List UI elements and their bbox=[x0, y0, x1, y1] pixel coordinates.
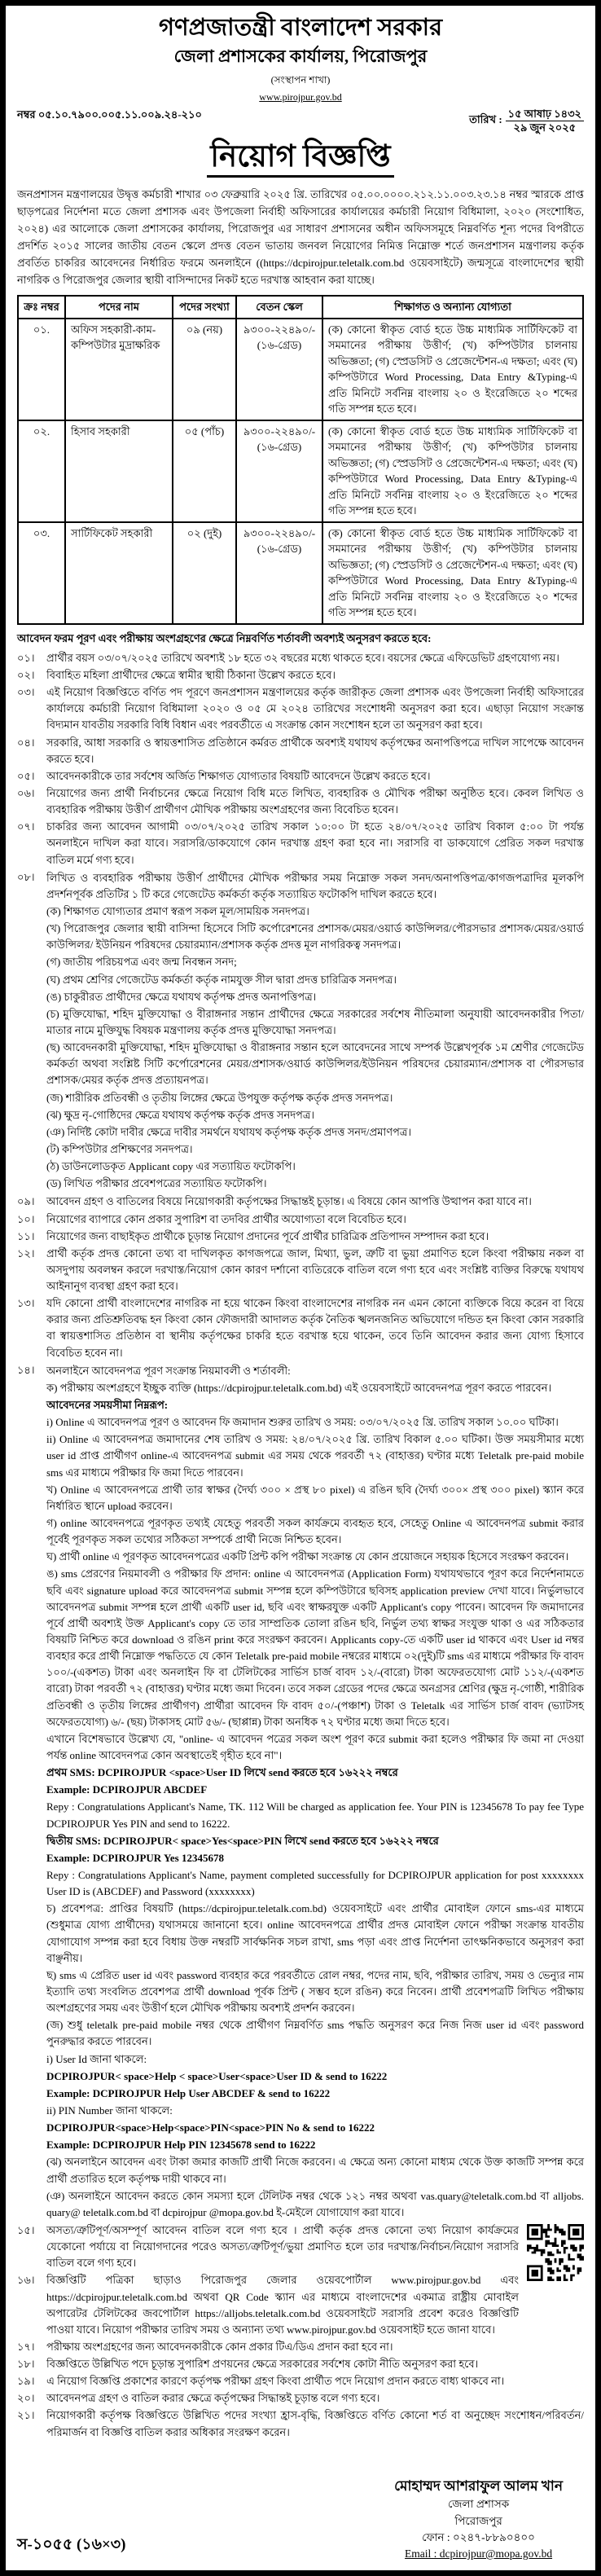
cell-post: হিসাব সহকারী bbox=[65, 420, 173, 522]
item-text: নিয়োগের ব্যাপারে কোন প্রকার সুপারিশ বা তদবির প্রার্থীর অযোগ্যতা বলে বিবেচিত হবে। bbox=[46, 1212, 406, 1225]
cell-qualification: (ক) কোনো স্বীকৃত বোর্ড হতে উচ্চ মাধ্যমিক সার্টিফিকেট বা সমমানের পরীক্ষায় উত্তীর্ণ; (খ) কম্পিউটার চালনায় অভিজ্ঞতা; (গ) স্প্রেডসিট ও প্রেজেন্টেশন-এ দক্ষতা; এবং (ঘ) কম্পিউটারে Word Processing, Data Entry &Typing-এ প্রতি মিনিটে সর্বনিম্ন বাংলায় ২০ ও ইংরেজিতে ২০ শব্দের গতি সম্পন্ন হতে হবে। bbox=[322, 319, 583, 420]
item-14-line: ঘ) প্রার্থী online এ পূরণকৃত আবেদনপত্রের একটি প্রিন্ট কপি পরীক্ষা সংক্রান্ত যে কোন প্রয়োজনে সহায়ক হিসেবে সংরক্ষণ করবেন। bbox=[46, 1550, 569, 1563]
cell-qualification: (ক) কোনো স্বীকৃত বোর্ড হতে উচ্চ মাধ্যমিক সার্টিফিকেট বা সমমানের পরীক্ষায় উত্তীর্ণ; (খ) কম্পিউটার চালনায় অভিজ্ঞতা; (গ) স্প্রেডসিট ও প্রেজেন্টেশন-এ দক্ষতা; এবং (ঘ) কম্পিউটারে Word Processing, Data Entry &Typing-এ প্রতি মিনিটে সর্বনিম্ন বাংলায় ২০ ও ইংরেজিতে ২০ শব্দের গতি সম্পন্ন হতে হবে। bbox=[322, 420, 583, 522]
cell-scale: ৯৩০০-২২৪৯০/- (১৬-গ্রেড) bbox=[236, 420, 322, 522]
qr-code-icon bbox=[527, 2224, 584, 2281]
deadline-heading: আবেদনের সময়সীমা নিম্নরূপ: bbox=[46, 1399, 169, 1412]
item-number: ১৭। bbox=[17, 2340, 35, 2353]
item-8-sub: (ঘ) প্রথম শ্রেণির গেজেটেড কর্মকর্তা কর্তৃক নামযুক্ত সীল দ্বারা প্রদত্ত চারিত্রিক সনদপত্র। bbox=[46, 973, 397, 986]
item-14-line: গ) online আবেদনপত্রে পূরণকৃত তথ্যই যেহেতু পরবর্তী সকল কার্যক্রমে ব্যবহৃত হবে, সেহেতু Online এ আবেদনপত্র submit করার পূর্বেই পূরণকৃত সকল তথ্যের সঠিকতা সম্পর্কে প্রার্থী নিজে নিশ্চিত হবেন। bbox=[46, 1517, 584, 1546]
condition-item bbox=[17, 819, 584, 868]
cell-sl: ০১. bbox=[18, 319, 65, 420]
recover-pin-example: Example: DCPIROJPUR Help PIN 12345678 send to 16222 bbox=[46, 2139, 316, 2152]
item-text: এই নিয়োগ বিজ্ঞপ্তিতে বর্ণিত পদ পূরণে জনপ্রশাসন মন্ত্রণালয়ের কর্তৃক জারীকৃত জেলা প্রশাসক এবং উপজেলা নির্বাহী অফিসারের কার্যালয়ে কর্মচারী নিয়োগ বিধিমালা ২০২০ ও ০৫ মে ২০২৪ তারিখের সংশোধনী অনুসরণ করা হবে। এছাড়া নিয়োগ সংক্রান্ত বিদ্যমান যাবতীয় সরকারি বিধি বিধান এবং পরবর্তীতে এ সংক্রান্ত কোন সংশোধন হলে তা অনুসরণ করা হবে। bbox=[46, 686, 584, 732]
item-number: ০৬। bbox=[17, 786, 35, 799]
fee-warning-note: এখানে বিশেষভাবে উল্লেখ্য যে, "online- এ আবেদন পত্রের সকল অংশ পূরণ করে submit করা হলেও পরীক্ষার ফি জমা না দেওয়া পর্যন্ত online আবেদনপত্র কোন অবস্থাতেই গৃহীত হবে না"। bbox=[46, 1732, 584, 1761]
item-number: ০৯। bbox=[17, 1195, 35, 1208]
cell-count: ০৫ (পাঁচ) bbox=[173, 420, 236, 522]
recover-pin-command: DCPIROJPUR<space>Help<space>PIN<space>PIN No & send to 16222 bbox=[46, 2121, 375, 2134]
item-text: বিজ্ঞপ্তিতে উল্লিখিত পদে চূড়ান্ত সুপারিশ প্রণয়নের ক্ষেত্রে সরকারের সর্বশেষ কোটা নীতি অনুসরণ করা হবে। bbox=[46, 2358, 479, 2371]
item-8-sub: (ঙ) চাকুরীরত প্রার্থীদের ক্ষেত্রে যথাযথ কর্তৃপক্ষ প্রদত্ত অনাপত্তিপত্র। bbox=[46, 990, 317, 1003]
recover-pin-label: ii) PIN Number জানা থাকলে: bbox=[46, 2103, 173, 2117]
item-text: নিয়োগের জন্য প্রার্থী নির্বাচনের ক্ষেত্রে নিয়োগ বিধি মতে লিখিত, ব্যবহারিক ও মৌখিক পরীক্ষা অনুষ্ঠিত হবে। কেবল লিখিত ও ব্যবহারিক পরীক্ষায় উত্তীর্ণ প্রার্থীগণ মৌখিক পরীক্ষায় অংশগ্রহণের জন্য বিবেচিত হবেন। bbox=[46, 786, 584, 816]
condition-item bbox=[17, 2356, 584, 2372]
posts-table bbox=[17, 295, 584, 625]
item-14-line: ঙ) sms প্রেরণের নিয়মাবলী ও পরীক্ষার ফি প্রদান: online এ আবেদনপত্র (Application Form) যথাযথভাবে পূরণ করে নির্দেশনামতে ছবি এবং signature upload করে আবেদনপত্র submit সম্পন্ন হলে কম্পিউটারে ছবিসহ application preview দেখা যাবে। নির্ভুলভাবে আবেদনপত্র submit সম্পন্ন হলে প্রার্থী একটি user id, ছবি এবং স্বাক্ষরযুক্ত একটি Applicant's copy পাবেন। আবেদন ফি জমাদানের পূর্বে প্রার্থী অবশ্যই উক্ত Applicant's copy তে তার সাম্প্রতিক তোলা রঙিন ছবি, নির্ভুল তথ্য স্বাক্ষর সংযুক্ত থাকা ও এর সঠিকতার বিষয়টি নিশ্চিত করে download ও রঙিন print করে সংরক্ষণ করবেন। Applicants copy-তে একটি user id থাকবে এবং User id নম্বর ব্যবহার করে প্রার্থী নিম্নোক্ত পদ্ধতিতে যে কোন Teletalk pre-paid mobile নম্বরের মাধ্যমে ০২(দুই)টি sms এর মাধ্যমে পরীক্ষার ফি বাবদ ১০০/-(একশত) টাকা এবং অনলাইন ফি বা টেলিটকের সার্ভিস চার্জ বাবদ ১২/-(বারো) টাকা অফেরতযোগ্য মোট ১১২/-(একশত বারো) টাকা পরবর্তী ৭২ (বাহাত্তর) ঘণ্টার মধ্যে জমা দিবেন। তবে সকল গ্রেডের পদের ক্ষেত্রে অনগ্রসর শ্রেণির (ক্ষুদ্র নৃ-গোষ্ঠী, শারীরিক প্রতিবন্ধী ও তৃতীয় লিঙ্গের প্রার্থীগণ) প্রার্থীরা আবেদন ফি বাবদ ৫০/-(পঞ্চাশ) টাকা ও Teletalk এর সার্ভিস চার্জ বাবদ (ভ্যাটসহ অফেরতযোগ্য) ৬/- (ছয়) টাকাসহ মোট ৫৬/- (ছাপ্পান্ন) টাকা অনধিক ৭২ ঘণ্টার মধ্যে জমা দিতে হবে। bbox=[46, 1567, 584, 1728]
item-text bbox=[46, 1362, 584, 2222]
item-number: ১১। bbox=[17, 1229, 35, 1242]
header-count: পদের সংখ্যা bbox=[173, 296, 236, 319]
deadline-start: i) Online এ আবেদনপত্র পূরণ ও আবেদন ফি জমাদান শুরুর তারিখ ও সময়: ০৩/০৭/২০২৫ খ্রি. তারিখ সকাল ১০.০০ ঘটিকা। bbox=[46, 1416, 559, 1429]
item-number: ০৩। bbox=[17, 686, 35, 699]
header-qualification: শিক্ষাগত ও অন্যান্য যোগ্যতা bbox=[322, 296, 583, 319]
condition-item bbox=[17, 650, 584, 666]
recover-userid-example: Example: DCPIROJPUR Help User ABCDEF & send to 16222 bbox=[46, 2086, 331, 2099]
item-text: পরীক্ষায় অংশগ্রহণের জন্য আবেদনকারীকে কোন প্রকার টিএ/ডিএ প্রদান করা হবে না। bbox=[46, 2340, 393, 2353]
footer bbox=[17, 2476, 584, 2563]
memo-label: নম্বর bbox=[17, 108, 36, 121]
condition-item bbox=[17, 735, 584, 767]
recover-userid-command: DCPIROJPUR< space>Help < space>User<space>User ID & send to 16222 bbox=[46, 2069, 388, 2082]
item-14-line: খ) Online এ আবেদনপত্রে প্রার্থী তার স্বাক্ষর (দৈর্ঘ্য ৩০০ × প্রস্থ ৮০ pixel) এ রঙিন ছবি (দৈর্ঘ্য ৩০০× প্রস্থ ৩০০ pixel) স্ক্যান করে নির্ধারিত স্থানে upload করবেন। bbox=[46, 1483, 584, 1512]
item-14-line: চ) প্রবেশপত্র: প্রাপ্তির বিষয়টি (https://dcpirojpur.teletalk.com.bd) ওয়েবসাইটে এবং প্রার্থীর মোবাইল ফোনে sms-এর মাধ্যমে (শুধুমাত্র যোগ্য প্রার্থীদের) যথাসময়ে জানানো হবে। online আবেদনপত্রে প্রার্থীর প্রদত্ত মোবাইল ফোনে পরীক্ষা সংক্রান্ত যাবতীয় যোগাযোগ সম্পন্ন করা হবে বিধায় উক্ত নম্বরটি সার্বক্ষনিক সচল রাখা, sms পড়া এবং প্রাপ্ত নির্দেশনা তাৎক্ষনিকভাবে অনুসরণ করা বাঞ্ছনীয়। bbox=[46, 1902, 584, 1964]
table-row bbox=[18, 319, 583, 420]
item-8-sub: (ক) শিক্ষাগত যোগ্যতার প্রমাণ স্বরূপ সকল মূল/সাময়িক সনদপত্র। bbox=[46, 904, 309, 917]
sms-second-example: Example: DCPIROJPUR Yes 12345678 bbox=[46, 1851, 224, 1864]
item-number: ২০। bbox=[17, 2392, 35, 2405]
signatory-email-link[interactable]: Email : dcpirojpur@mopa.gov.bd bbox=[405, 2547, 553, 2561]
item-8-sub: (ঝ) ক্ষুদ্র নৃ-গোষ্ঠিদের ক্ষেত্রে যথাযথ কর্তৃপক্ষ কর্তৃক প্রদত্ত সনদপত্র। bbox=[46, 1108, 315, 1121]
condition-item bbox=[17, 1193, 584, 1210]
item-8-sub: (খ) পিরোজপুর জেলার স্থায়ী বাসিন্দা হিসেবে সিটি কর্পোরেশনের প্রশাসক/মেয়র/ওয়ার্ড কাউন্সিলর/পৌরসভার প্রশাসক/মেয়র/ওয়ার্ড কাউন্সিলর/ ইউনিয়ন পরিষদের চেয়ারম্যান/প্রশাসক কর্তৃক প্রদত্ত মূল নাগরিকত্ব সনদপত্র। bbox=[46, 922, 584, 952]
branch-name: (সংস্থাপন শাখা) bbox=[270, 73, 331, 86]
signatory-name: মোহাম্মদ আশরাফুল আলম খান bbox=[394, 2477, 563, 2494]
date-label: তারিখ : bbox=[469, 113, 502, 126]
condition-item bbox=[17, 785, 584, 818]
item-number: ০৭। bbox=[17, 820, 35, 833]
item-number: ২১। bbox=[17, 2409, 35, 2422]
table-header-row bbox=[18, 296, 583, 319]
item-text: আবেদন গ্রহণ ও বাতিলের বিষয়ে নিয়োগকারী কর্তৃপক্ষের সিদ্ধান্তই চূড়ান্ত। এ বিষয়ে কোন আপত্তি উত্থাপন করা যাবে না। bbox=[46, 1195, 532, 1208]
item-8-sub: (ড) লিখিত পরীক্ষার প্রবেশপত্রের সত্যায়িত ফটোকপি। bbox=[46, 1177, 267, 1190]
item-number: ০৫। bbox=[17, 769, 35, 782]
item-text: নিয়োগকারী কর্তৃপক্ষ বিজ্ঞপ্তিতে উল্লিখিত পদের সংখ্যা হ্রাস-বৃদ্ধি, বিজ্ঞপ্তিতে বর্ণিত কোনো শর্ত বা অনুচ্ছেদ সংশোধন/পরিবর্তন/পরিমার্জন বা বিজ্ঞপ্তি বাতিল করার অধিকার সংরক্ষণ করেন। bbox=[46, 2409, 584, 2438]
date-bangla: ১৫ আষাঢ় ১৪৩২ bbox=[506, 108, 584, 121]
condition-item bbox=[17, 2373, 584, 2389]
final-items-block bbox=[17, 2222, 584, 2442]
item-number: ০১। bbox=[17, 651, 35, 664]
item-8-sub: (চ) মুক্তিযোদ্ধা, শহিদ মুক্তিযোদ্ধা ও বীরাঙ্গনার সন্তান প্রার্থীদের ক্ষেত্রে সরকারের সর্বশেষ নীতিমালা অনুযায়ী আবেদনকারীর পিতা/মাতার নামে মুক্তিযুদ্ধ বিষয়ক মন্ত্রণালয় কর্তৃক প্রদত্ত মুক্তিযোদ্ধা সনদপত্র। bbox=[46, 1007, 584, 1036]
condition-item bbox=[17, 1246, 584, 1295]
condition-item bbox=[17, 1295, 584, 1361]
sms-first-reply: Repy : Congratulations Applicant's Name, TK. 112 Will be charged as application fee. Your PIN is 12345678 To pay fee Type DCPIROJPUR Yes PIN and send to 16222. bbox=[46, 1800, 584, 1830]
item-number: ১২। bbox=[17, 1246, 35, 1259]
condition-item bbox=[17, 869, 584, 1193]
header-sl: ক্রঃ নম্বর bbox=[18, 296, 65, 319]
condition-item bbox=[17, 2407, 584, 2440]
item-number: ০৮। bbox=[17, 870, 35, 883]
condition-item bbox=[17, 667, 584, 684]
item-text: বিবাহিত মহিলা প্রার্থীদের ক্ষেত্রে স্বামীর স্থায়ী ঠিকানা উল্লেখ করতে হবে। bbox=[46, 669, 336, 681]
item-text: এ নিয়োগ বিজ্ঞপ্তি প্রকাশের কারণে কর্তৃপক্ষ পরীক্ষা গ্রহণ কিংবা প্রার্থীত পদে নিয়োগ প্রদান করতে বাধ্য থাকবে না। bbox=[46, 2375, 505, 2388]
item-14-line: (জ) শুধু teletalk pre-paid mobile নম্বর থেকে প্রার্থীগণ নিম্নবর্ণিত sms পদ্ধতি অনুসরণ করে নিজ নিজ user id এবং password পুনরুদ্ধার করতে পারবেন। bbox=[46, 2019, 584, 2048]
condition-item bbox=[17, 2222, 519, 2271]
item-number: ১৬। bbox=[17, 2274, 35, 2287]
print-reference: স-১০৫৫ (১৬×৩) bbox=[17, 2536, 126, 2554]
condition-item bbox=[17, 1211, 584, 1228]
memo-row bbox=[17, 108, 584, 135]
condition-item bbox=[17, 2390, 584, 2407]
cell-scale: ৯৩০০-২২৪৯০/- (১৬-গ্রেড) bbox=[236, 522, 322, 624]
condition-item bbox=[17, 1229, 584, 1245]
conditions-heading: আবেদন ফরম পূরণ এবং পরীক্ষায় অংশগ্রহণের ক্ষেত্রে নিম্নবর্ণিত শর্তাবলী অবশ্যই অনুসরণ করতে হবে: bbox=[17, 631, 432, 644]
cell-qualification: (ক) কোনো স্বীকৃত বোর্ড হতে উচ্চ মাধ্যমিক সার্টিফিকেট বা সমমানের পরীক্ষায় উত্তীর্ণ; (খ) কম্পিউটার চালনায় অভিজ্ঞতা; (গ) স্প্রেডসিট ও প্রেজেন্টেশন-এ দক্ষতা; এবং (ঘ) কম্পিউটারে Word Processing, Data Entry &Typing-এ প্রতি মিনিটে সর্বনিম্ন বাংলায় ২০ ও ইংরেজিতে ২০ শব্দের গতি সম্পন্ন হতে হবে। bbox=[322, 522, 583, 624]
condition-item-online-rules bbox=[17, 1362, 584, 2222]
signature-block bbox=[394, 2476, 563, 2563]
cell-count: ০৯ (নয়) bbox=[173, 319, 236, 420]
item-14-heading: অনলাইনে আবেদনপত্র পূরণ সংক্রান্ত নিয়মাবলী ও শর্তাবলী: bbox=[46, 1364, 291, 1377]
intro-paragraph: জনপ্রশাসন মন্ত্রণালয়ের উদ্বৃত্ত কর্মচারী শাখার ০৩ ফেব্রুয়ারি ২০২৫ খ্রি. তারিখের ০৫.০০.০০০০.২১২.১১.০০৩.২৩.১৪ নম্বর স্মারকে প্রাপ্ত ছাড়পত্রের নির্দেশনা মতে জেলা প্রশাসক এবং উপজেলা নির্বাহী অফিসারের কার্যালয়ের কর্মচারী নিয়োগ বিধিমালা, ২০২০ (সংশোধিত, ২০২৪) এর আলোকে জেলা প্রশাসকের কার্যালয়, পিরোজপুর এর সাধারণ প্রশাসনের অধীন অফিসসমূহে নিম্নবর্ণিত শূন্য পদের বিপরীতে প্রদর্শিত ২০১৫ সালের জাতীয় বেতন স্কেলে প্রদত্ত বেতন ভাতায় জনবল নিয়োগের নিমিত্ত নিম্নোক্ত শর্তে জনপ্রশাসন মন্ত্রণালয় কর্তৃক প্রবর্তিত চাকরির আবেদনের নির্ধারিত ফরমে অনলাইনে ((https://dcpirojpur.teletalk.com.bd ওয়েবসাইটে) জন্মসূত্রে বাংলাদেশের স্থায়ী নাগরিক ও পিরোজপুর জেলার স্থায়ী বাসিন্দাদের নিকট হতে দরখাস্ত আহবান করা যাচ্ছে। bbox=[17, 188, 584, 287]
condition-item bbox=[17, 684, 584, 733]
item-number: ১৯। bbox=[17, 2375, 35, 2388]
item-number: ১৮। bbox=[17, 2358, 35, 2371]
sms-second-reply: Repy : Congratulations Applicant's Name, payment completed successfully for DCPIROJPUR application for post xxxxxxxx User ID is (ABCDEF) and Password (xxxxxxxx) bbox=[46, 1868, 584, 1898]
item-14-line: (ঞ) অনলাইনে আবেদন করতে কোন সমস্যা হলে টেলিটক নম্বর থেকে ১২১ নম্বর অথবা vas.quary@teletalk.com.bd বা alljobs. quary@ teletalk.com.bd বা dcpirojpur @mopa.gov.bd ই-মেইলে যোগাযোগ করা যাবে। bbox=[46, 2189, 584, 2218]
condition-item bbox=[17, 2339, 584, 2355]
item-text: আবেদনপত্র গ্রহণ ও বাতিল করার ক্ষেত্রে কর্তৃপক্ষের সিদ্ধান্তই চূড়ান্ত বলে গণ্য হবে। bbox=[46, 2392, 380, 2405]
item-text: চাকরির জন্য আবেদন আগামী ০৩/০৭/২০২৫ তারিখ সকাল ১০:০০ টা হতে ২৪/০৭/২০২৫ তারিখ বিকাল ৫:০০ টা পর্যন্ত অনলাইনে দাখিল করা যাবে। সরাসরি/ডাকযোগে কোন দরখাস্ত গ্রহণ করা হবে না। সরাসরি বা ডাকযোগে প্রেরিত সকল দরখাস্ত বাতিল মর্মে গণ্য হবে। bbox=[46, 820, 584, 866]
signatory-district: পিরোজপুর bbox=[454, 2514, 502, 2527]
sms-first-instruction: প্রথম SMS: DCPIROJPUR <space>User ID লিখে send করতে হবে ১৬২২২ নম্বরে bbox=[46, 1766, 398, 1779]
item-number: ১৩। bbox=[17, 1297, 35, 1310]
item-text: সরকারি, আধা সরকারি ও স্বায়ত্তশাসিত প্রতিষ্ঠানে কর্মরত প্রার্থীকে অবশ্যই যথাযথ কর্তৃপক্ষের অনাপত্তিপত্রে দাখিল সাপেক্ষে আবেদন করতে হবে। bbox=[46, 736, 584, 765]
header-post: পদের নাম bbox=[65, 296, 173, 319]
date-stack bbox=[506, 108, 584, 135]
signatory-phone: ফোন : ০২৪৭-৮৮৯০৪০০ bbox=[422, 2530, 535, 2543]
deadline-end: ii) Online এ আবেদনপত্র জমাদানের শেষ তারিখ ও সময়: ২৪/০৭/২০২৫ খ্রি. তারিখ বিকাল ৫.০০ ঘটিকা। উক্ত সময়সীমার মধ্যে user id প্রাপ্ত প্রার্থীগণ online-এ আবেদনপত্র submit এর সময় থেকে পরবর্তী ৭২ (বাহাত্তর) ঘণ্টার মধ্যে Teletalk pre-paid mobile sms এর মাধ্যমে পরীক্ষার ফি জমা দিতে পারবেন। bbox=[46, 1433, 584, 1479]
item-text: বিজ্ঞপ্তিটি পত্রিকা ছাড়াও পিরোজপুর জেলার ওয়েবপোর্টাল www.pirojpur.gov.bd এবং https://dcpirojpur.teletalk.com.bd অথবা QR Code স্ক্যান এর মাধ্যমে বাংলাদেশের একমাত্র রাষ্ট্রীয় মোবাইল অপারেটর টেলিটকের জবপোর্টাল https://alljobs.teletalk.com.bd ওয়েবসাইটে সরাসরি প্রবেশ করেও বিজ্ঞপ্তিটি পাওয়া যাবে। নিয়োগ পরীক্ষার তারিখ সময় ও অন্যান্য তথ্য www.pirojpur.gov.bd ওয়েবসাইট হতে জানা যাবে। bbox=[46, 2274, 519, 2336]
item-text: যদি কোনো প্রার্থী বাংলাদেশের নাগরিক না হয়ে থাকেন কিংবা বাংলাদেশের নাগরিক নন এমন কোনো ব্যক্তিকে বিয়ে করেন বা বিয়ে করার জন্য প্রতিশ্রুতিবদ্ধ হন কিংবা কোন ফৌজদারী আদালত কর্তৃক নৈতিক স্খলনজনিত অভিযোগে দন্ডিত হন কিংবা কোন সরকারি বা স্বায়ত্তশাসিত প্রতিষ্ঠান বা স্থানীয় কর্তৃপক্ষের চাকরি হতে বরখাস্ত হয়ে থাকেন, তবে তিনি আবেদন করার জন্য যোগ্য হিসাবে বিবেচিত হবেন না। bbox=[46, 1297, 584, 1359]
header-scale: বেতন স্কেল bbox=[236, 296, 322, 319]
cell-scale: ৯৩০০-২২৪৯০/- (১৬-গ্রেড) bbox=[236, 319, 322, 420]
item-text: আবেদনকারীকে তার সর্বশেষ অর্জিত শিক্ষাগত যোগ্যতার বিষয়টি আবেদনে উল্লেখ করতে হবে। bbox=[46, 769, 431, 782]
item-14-line: ক) পরীক্ষায় অংশগ্রহণে ইচ্ছুক ব্যক্তি (https://dcpirojpur.teletalk.com.bd) এই ওয়েবসাইটে আবেদনপত্র পূরণ করতে পারবেন। bbox=[46, 1381, 552, 1394]
item-text bbox=[46, 869, 584, 1193]
item-8-sub: (ছ) আবেদনকারী মুক্তিযোদ্ধা, শহিদ মুক্তিযোদ্ধা ও বীরাঙ্গনার সন্তান হলে আবেদনের সাথে সম্পর্ক উল্লেখপূর্বক ১ম শ্রেণীর গেজেটেড কর্মকর্তা অথবা সংশ্লিষ্ট সিটি কর্পোরেশনের মেয়র/প্রশাসক/ওয়ার্ড কাউন্সিলর/ইউনিয়ন পরিষদের চেয়ারম্যান/প্রশাসক বা পৌরসভার প্রশাসক/মেয়র কর্তৃক প্রদত্ত প্রত্যায়নপত্র। bbox=[46, 1041, 584, 1087]
cell-count: ০২ (দুই) bbox=[173, 522, 236, 624]
item-8-sub: (ঠ) ডাউনলোডকৃত Applicant copy এর সত্যায়িত ফটোকপি। bbox=[46, 1160, 296, 1173]
memo-number bbox=[17, 108, 202, 125]
item-8-sub: (ট) কম্পিউটার প্রশিক্ষণের সনদপত্র। bbox=[46, 1142, 193, 1155]
item-number: ১৪। bbox=[17, 1363, 35, 1376]
item-number: ১০। bbox=[17, 1212, 35, 1225]
office-title: জেলা প্রশাসকের কার্যালয়, পিরোজপুর bbox=[173, 46, 428, 66]
letterhead bbox=[17, 15, 584, 104]
condition-item bbox=[17, 768, 584, 785]
item-text: অসত্য/ত্রুটিপূর্ণ/অসম্পূর্ণ আবেদন বাতিল বলে গণ্য হবে । প্রার্থী কর্তৃক প্রদত্ত কোনো তথ্য নিয়োগ কার্যক্রমের যেকোনো পর্যায়ে বা নিয়োগদানের পরেও অসত্য/ত্রুটিপূর্ণ/ভুয়া প্রমাণিত হলে তার দরখাস্ত/নির্বাচন/নিয়োগ সরাসরি বাতিল বলে গণ্য হবে। bbox=[46, 2223, 519, 2270]
item-8-sub: (ঞ) নির্দিষ্ট কোটা দাবীর ক্ষেত্রে দাবীর সমর্থনে যথাযথ কর্তৃপক্ষ কর্তৃক প্রদত্ত সনদ/প্রমাণপত্র। bbox=[46, 1125, 412, 1138]
item-text: নিয়োগের জন্য বাছাইকৃত প্রার্থীকে চূড়ান্ত নিয়োগ প্রদানের পূর্বে প্রার্থীর চারিত্রিক প্রতিপাদন সম্পাদন করা হবে। bbox=[46, 1229, 489, 1242]
table-row bbox=[18, 420, 583, 522]
cell-sl: ০৩. bbox=[18, 522, 65, 624]
item-number: ১৫। bbox=[17, 2223, 35, 2236]
memo-no-value: ০৫.১০.৭৯০০.০০৫.১১.০০৯.২৪-২১০ bbox=[37, 108, 203, 121]
notice-title: নিয়োগ বিজ্ঞপ্তি bbox=[207, 141, 393, 178]
date-gregorian: ২৯ জুন ২০২৫ bbox=[513, 121, 577, 134]
item-8-sub: (জ) শারীরিক প্রতিবন্ধী ও তৃতীয় লিঙ্গের ক্ষেত্রে উপযুক্ত কর্তৃপক্ষ কর্তৃক প্রদত্ত সনদপত্র। bbox=[46, 1091, 393, 1104]
item-number: ০৪। bbox=[17, 736, 35, 749]
government-title: গণপ্রজাতন্ত্রী বাংলাদেশ সরকার bbox=[158, 15, 443, 41]
condition-item bbox=[17, 2272, 519, 2338]
item-8-sub: (গ) জাতীয় পরিচয়পত্র এবং জন্ম নিবন্ধন সনদ; bbox=[46, 956, 237, 969]
item-8-intro: লিখিত ও ব্যবহারিক পরীক্ষায় উত্তীর্ণ প্রার্থীদের মৌখিক পরীক্ষার সময় নিম্নোক্ত সকল সনদ/অনাপত্তিপত্র/কাগজপত্রাদির মূলকপি প্রদর্শনপূর্বক প্রতিটির ১ টি করে গেজেটেড কর্মকর্তা কর্তৃক সত্যায়িত ফটোকপি দাখিল করতে হবে। bbox=[46, 871, 584, 900]
notice-title-wrap bbox=[17, 141, 584, 178]
item-text: প্রার্থীর বয়স ০৩/০৭/২০২৫ তারিখে অবশ্যই ১৮ হতে ৩২ বছরের মধ্যে থাকতে হবে। বয়সের ক্ষেত্রে এফিডেভিট গ্রহণযোগ্য নয়। bbox=[46, 651, 559, 664]
signatory-designation: জেলা প্রশাসক bbox=[447, 2498, 510, 2511]
date-block bbox=[469, 108, 584, 135]
recover-userid-label: i) User Id জানা থাকলে: bbox=[46, 2052, 147, 2065]
website-link[interactable]: www.pirojpur.gov.bd bbox=[259, 90, 342, 103]
item-14-line: ছ) sms এ প্রেরিত user id এবং password ব্যবহার করে পরবর্তীতে রোল নম্বর, পদের নাম, ছবি, পরীক্ষার তারিখ, সময় ও ভেন্যুর নাম ইত্যাদি তথ্য সংবলিত প্রবেশপত্র প্রার্থী download পূর্বক প্রিন্ট ( সম্ভব হলে রঙিন) করে নিবেন। প্রার্থী প্রবেশপত্রটি লিখিত পরীক্ষায় অংশগ্রহণের সময় এবং উত্তীর্ণ হলে মৌখিক পরীক্ষায় অবশ্যই প্রদর্শন করবেন। bbox=[46, 1968, 584, 2015]
cell-sl: ০২. bbox=[18, 420, 65, 522]
cell-post: সার্টিফিকেট সহকারী bbox=[65, 522, 173, 624]
sms-first-example: Example: DCPIROJPUR ABCDEF bbox=[46, 1783, 208, 1796]
item-number: ০২। bbox=[17, 669, 35, 681]
item-14-line: (ঝ) অনলাইনে আবেদন এবং টাকা জমার কাজটি প্রার্থী নিজে করবেন। এ ক্ষেত্রে অন্য কোনো মাধ্যম থেকে উক্ত কাজটি সম্পন্ন করে প্রার্থী প্রতারিত হলে কর্তৃপক্ষ দায়ী থাকবে না। bbox=[46, 2156, 584, 2185]
item-text: প্রার্থী কর্তৃক প্রদত্ত কোনো তথ্য বা দাখিলকৃত কাগজপত্রে জাল, মিথ্যা, ভুল, ত্রুটি বা ভুয়া প্রমাণিত হলে কিংবা পরীক্ষায় নকল বা অসদুপায় অবলম্বন করলে দরখাস্ত/নিয়োগ কোন কারণ দর্শানো ব্যতিরেকে বাতিল বলে গণ্য হবে এবং সংশ্লিষ্ট ব্যক্তির বিরুদ্ধে যথাযথ আইনানুগ ব্যবস্থা গ্রহণ করা হবে। bbox=[46, 1246, 584, 1293]
cell-post: অফিস সহকারী-কাম-কম্পিউটার মুদ্রাক্ষরিক bbox=[65, 319, 173, 420]
table-row bbox=[18, 522, 583, 624]
sms-second-instruction: দ্বিতীয় SMS: DCPIROJPUR< space>Yes<space>PIN লিখে send করতে হবে ১৬২২২ নম্বরে bbox=[46, 1834, 439, 1847]
